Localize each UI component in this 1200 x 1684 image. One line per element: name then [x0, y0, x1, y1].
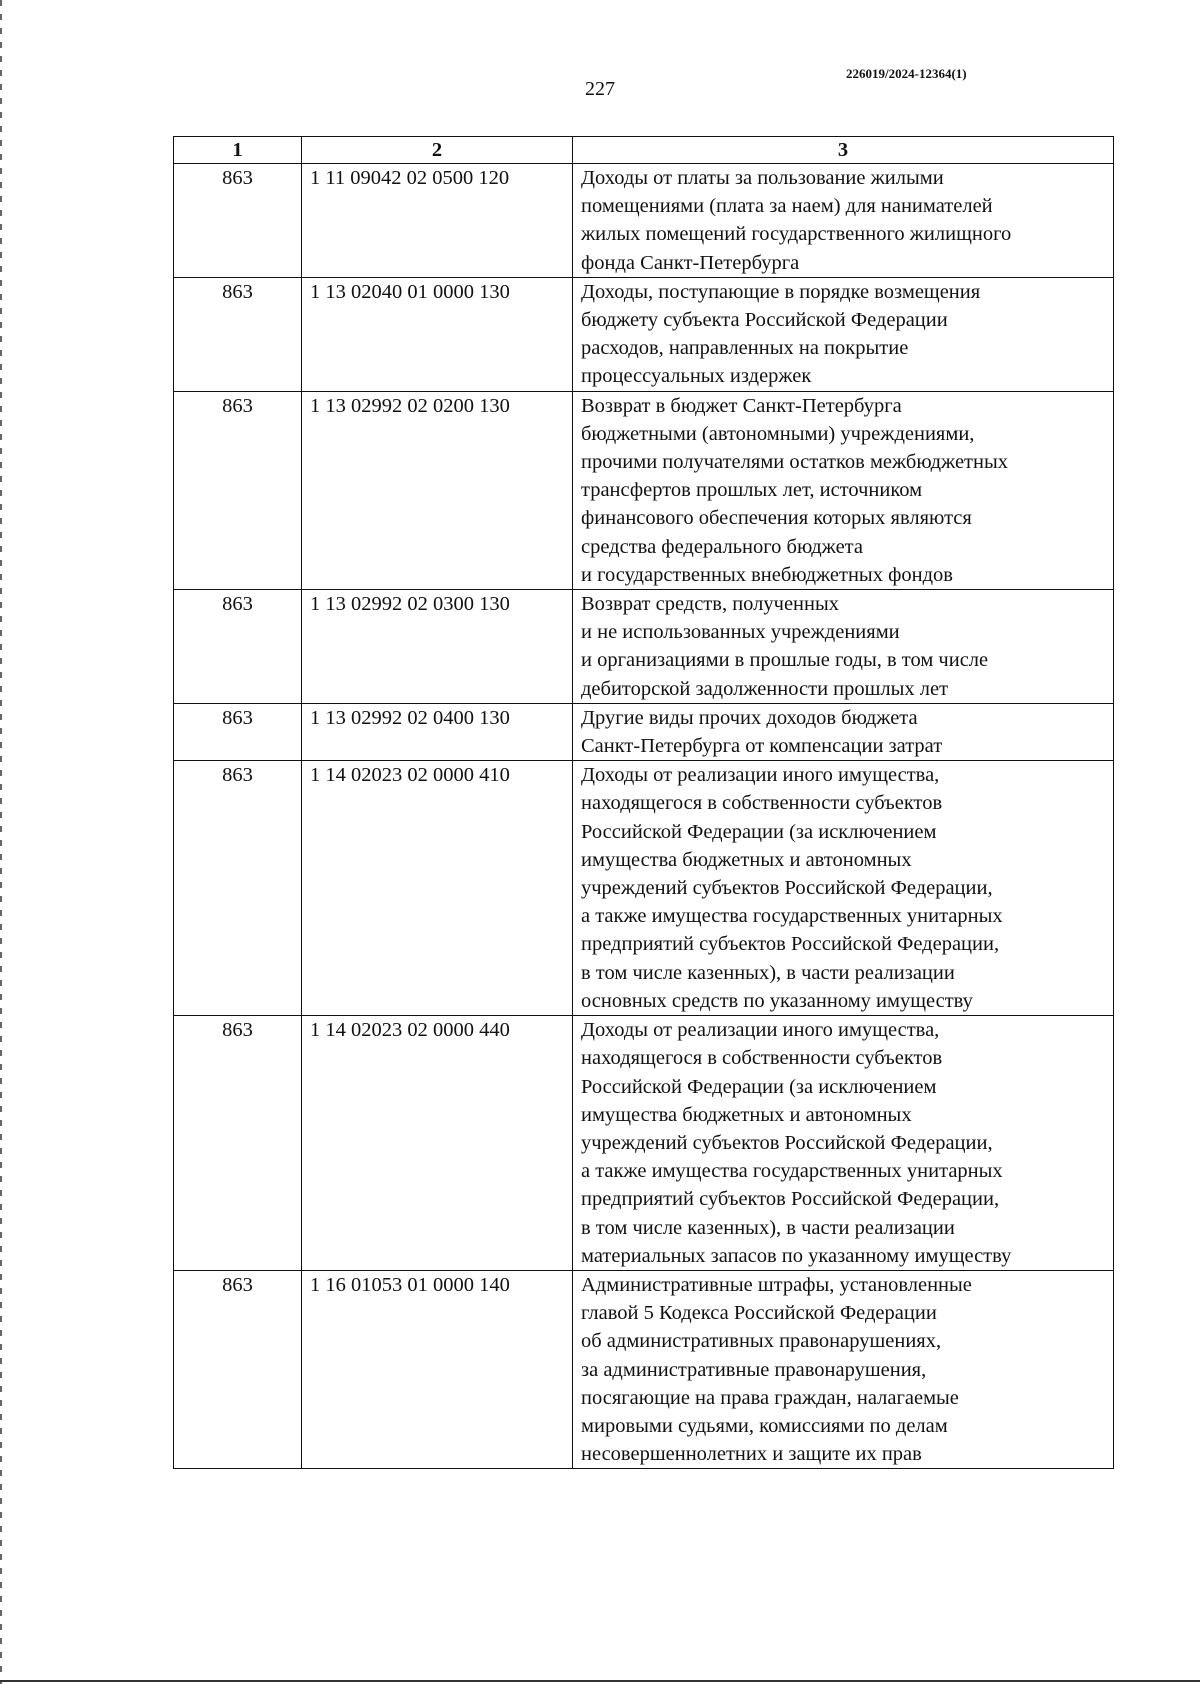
description-line: материальных запасов по указанному имуществу [581, 1244, 1012, 1267]
description-line: Административные штрафы, установленные [581, 1273, 972, 1296]
revenue-description-cell [573, 703, 1114, 760]
scan-left-edge [0, 0, 2, 1684]
budget-classification-code-cell: 1 13 02992 02 0200 130 [302, 391, 573, 589]
description-line: жилых помещений государственного жилищного [581, 223, 1012, 246]
description-line: об административных правонарушениях, [581, 1330, 942, 1353]
description-line: находящегося в собственности субъектов [581, 1047, 943, 1070]
description-line: расходов, направленных на покрытие [581, 337, 909, 360]
description-line: а также имущества государственных унитарных [581, 1160, 1003, 1183]
document-registration-number: 226019/2024-12364(1) [846, 66, 967, 81]
description-line: учреждений субъектов Российской Федерации, [581, 877, 993, 900]
description-line: предприятий субъектов Российской Федерации, [581, 933, 1000, 956]
budget-classification-code-cell: 1 14 02023 02 0000 410 [302, 761, 573, 1016]
revenue-description-cell [573, 761, 1114, 1016]
description-line: главой 5 Кодекса Российской Федерации [581, 1302, 937, 1325]
description-line: и не использованных учреждениями [581, 621, 900, 644]
description-line: Российской Федерации (за исключением [581, 1075, 937, 1098]
page-number: 227 [585, 78, 615, 100]
description-line: Доходы от реализации иного имущества, [581, 1019, 940, 1042]
description-line: и организациями в прошлые годы, в том числе [581, 649, 989, 672]
description-line: Возврат средств, полученных [581, 593, 840, 616]
description-line: имущества бюджетных и автономных [581, 1103, 912, 1126]
budget-classification-code-cell: 1 13 02040 01 0000 130 [302, 277, 573, 391]
description-line: основных средств по указанному имуществу [581, 989, 973, 1012]
description-line: в том числе казенных), в части реализации [581, 961, 955, 984]
table-row [174, 277, 1114, 391]
table-row [174, 391, 1114, 589]
revenue-description-cell [573, 277, 1114, 391]
description-line: Российской Федерации (за исключением [581, 820, 937, 843]
description-line: бюджету субъекта Российской Федерации [581, 309, 948, 332]
admin-code-cell: 863 [174, 1016, 302, 1271]
admin-code-cell: 863 [174, 761, 302, 1016]
description-line: и государственных внебюджетных фондов [581, 563, 953, 586]
revenue-description-cell [573, 164, 1114, 278]
description-line: средства федерального бюджета [581, 535, 863, 558]
description-line: дебиторской задолженности прошлых лет [581, 677, 949, 700]
description-line: мировыми судьями, комиссиями по делам [581, 1414, 948, 1437]
description-line: а также имущества государственных унитарных [581, 905, 1003, 928]
description-line: Доходы, поступающие в порядке возмещения [581, 280, 981, 303]
revenue-description-cell [573, 391, 1114, 589]
description-line: за административные правонарушения, [581, 1358, 927, 1381]
description-line: Возврат в бюджет Санкт-Петербурга [581, 394, 902, 417]
table-body [174, 164, 1114, 1469]
scan-bottom-edge [0, 1680, 1200, 1682]
description-line: в том числе казенных), в части реализации [581, 1216, 955, 1239]
table-row [174, 1270, 1114, 1468]
budget-classification-code-cell: 1 16 01053 01 0000 140 [302, 1270, 573, 1468]
description-line: трансфертов прошлых лет, источником [581, 479, 923, 502]
description-line: несовершеннолетних и защите их прав [581, 1443, 922, 1466]
revenue-description-cell [573, 1016, 1114, 1271]
description-line: Доходы от реализации иного имущества, [581, 764, 940, 787]
description-line: финансового обеспечения которых являются [581, 507, 972, 530]
admin-code-cell: 863 [174, 391, 302, 589]
description-line: Другие виды прочих доходов бюджета [581, 706, 918, 729]
table-row [174, 761, 1114, 1016]
description-line: прочими получателями остатков межбюджетных [581, 451, 1008, 474]
description-line: процессуальных издержек [581, 365, 812, 388]
description-line: Доходы от платы за пользование жилыми [581, 167, 944, 189]
revenue-description-cell [573, 590, 1114, 704]
admin-code-cell: 863 [174, 703, 302, 760]
revenue-description-cell [573, 1270, 1114, 1468]
table-row [174, 1016, 1114, 1271]
table-row [174, 703, 1114, 760]
description-line: помещениями (плата за наем) для нанимателей [581, 195, 993, 218]
table-header-row [174, 137, 1114, 164]
budget-classification-code-cell: 1 14 02023 02 0000 440 [302, 1016, 573, 1271]
column-header-2: 2 [302, 137, 573, 164]
budget-classification-code-cell: 1 13 02992 02 0300 130 [302, 590, 573, 704]
description-line: находящегося в собственности субъектов [581, 792, 943, 815]
table-row [174, 590, 1114, 704]
admin-code-cell: 863 [174, 164, 302, 278]
admin-code-cell: 863 [174, 1270, 302, 1468]
description-line: бюджетными (автономными) учреждениями, [581, 422, 975, 445]
description-line: фонда Санкт-Петербурга [581, 251, 800, 274]
budget-classification-code-cell: 1 13 02992 02 0400 130 [302, 703, 573, 760]
description-line: Санкт-Петербурга от компенсации затрат [581, 735, 943, 758]
admin-code-cell: 863 [174, 590, 302, 704]
description-line: посягающие на права граждан, налагаемые [581, 1386, 959, 1409]
admin-code-cell: 863 [174, 277, 302, 391]
table-row [174, 164, 1114, 278]
budget-classification-code-cell: 1 11 09042 02 0500 120 [302, 164, 573, 278]
description-line: предприятий субъектов Российской Федерации, [581, 1188, 1000, 1211]
revenue-codes-table [173, 136, 1114, 1469]
description-line: имущества бюджетных и автономных [581, 848, 912, 871]
description-line: учреждений субъектов Российской Федерации, [581, 1131, 993, 1154]
column-header-1: 1 [174, 137, 302, 164]
column-header-3: 3 [573, 137, 1114, 164]
